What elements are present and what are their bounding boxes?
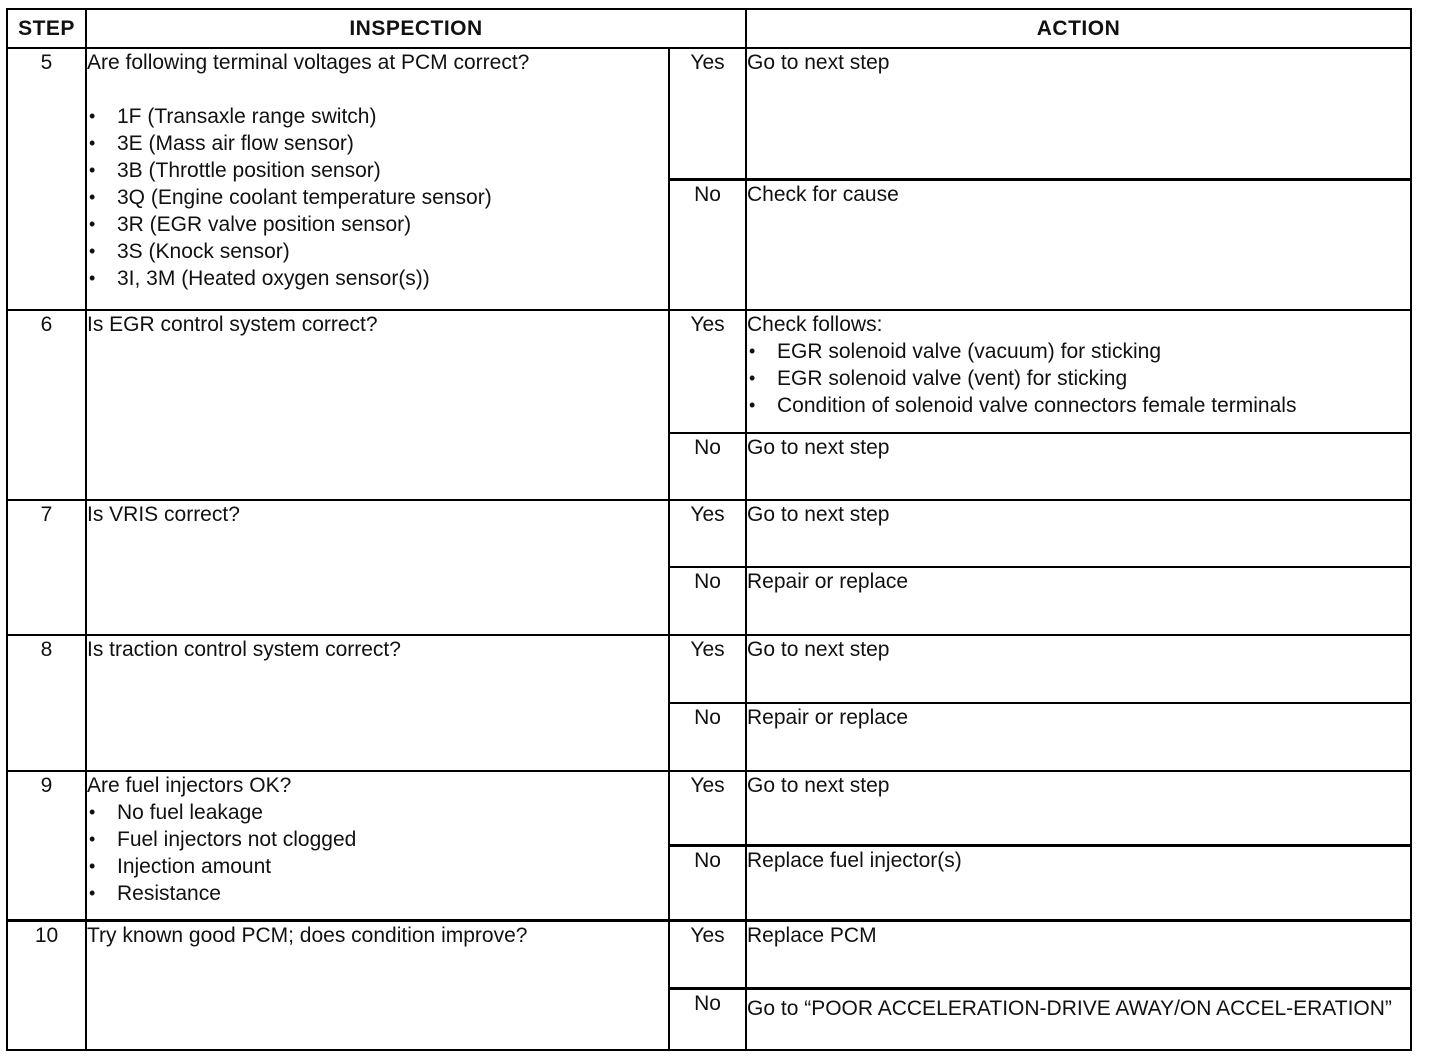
action-header: ACTION — [746, 9, 1411, 48]
step-7-yes-row — [7, 500, 1411, 567]
step-number: 9 — [7, 771, 86, 920]
inspection-question: Are fuel injectors OK? — [87, 774, 292, 797]
inspection-header: INSPECTION — [86, 9, 746, 48]
step-6-yes-row — [7, 310, 1411, 433]
yes-action: Go to next step — [746, 500, 1411, 567]
inspection-question: Are following terminal voltages at PCM correct? — [87, 51, 530, 74]
yes-label: Yes — [669, 48, 746, 179]
step-number: 5 — [7, 48, 86, 310]
list-item: • Injection amount — [87, 853, 668, 880]
list-item: • 3R (EGR valve position sensor) — [87, 211, 668, 238]
step-header: STEP — [7, 9, 86, 48]
inspection-cell — [86, 771, 669, 920]
no-label: No — [669, 179, 746, 310]
list-item: • Resistance — [87, 880, 668, 907]
step-10-yes-row — [7, 920, 1411, 988]
no-label: No — [669, 703, 746, 771]
no-action: Replace fuel injector(s) — [746, 845, 1411, 920]
yes-label: Yes — [669, 500, 746, 567]
inspection-question: Try known good PCM; does condition improve? — [86, 920, 669, 1050]
step-number: 8 — [7, 635, 86, 771]
list-item: • No fuel leakage — [87, 799, 668, 826]
list-item: • EGR solenoid valve (vacuum) for sticking — [747, 338, 1410, 365]
no-action: Go to “POOR ACCELERATION-DRIVE AWAY/ON ACCEL-ERATION” — [746, 988, 1411, 1050]
action-list — [747, 338, 1410, 419]
yes-label: Yes — [669, 920, 746, 988]
list-item: • 3Q (Engine coolant temperature sensor) — [87, 184, 668, 211]
yes-action: Check follows: — [747, 313, 883, 336]
step-number: 6 — [7, 310, 86, 500]
diagnostic-table — [6, 8, 1412, 1051]
no-label: No — [669, 433, 746, 500]
yes-label: Yes — [669, 771, 746, 845]
step-number: 10 — [7, 920, 86, 1050]
yes-action: Go to next step — [746, 771, 1411, 845]
list-item: • 1F (Transaxle range switch) — [87, 103, 668, 130]
no-label: No — [669, 988, 746, 1050]
yes-label: Yes — [669, 310, 746, 433]
step-number: 7 — [7, 500, 86, 635]
step-5-yes-row — [7, 48, 1411, 179]
yes-action: Go to next step — [746, 635, 1411, 703]
list-item: • Condition of solenoid valve connectors female terminals — [747, 392, 1410, 419]
yes-action: Go to next step — [746, 48, 1411, 179]
no-action: Repair or replace — [746, 703, 1411, 771]
step-9-yes-row — [7, 771, 1411, 845]
inspection-question: Is VRIS correct? — [86, 500, 669, 635]
no-label: No — [669, 845, 746, 920]
inspection-list — [87, 799, 668, 907]
inspection-list — [87, 103, 668, 292]
no-action: Repair or replace — [746, 567, 1411, 635]
list-item: • 3S (Knock sensor) — [87, 238, 668, 265]
list-item: • 3B (Throttle position sensor) — [87, 157, 668, 184]
yes-label: Yes — [669, 635, 746, 703]
yes-action: Replace PCM — [746, 920, 1411, 988]
list-item: • EGR solenoid valve (vent) for sticking — [747, 365, 1410, 392]
step-8-yes-row — [7, 635, 1411, 703]
no-label: No — [669, 567, 746, 635]
yes-action-cell — [746, 310, 1411, 433]
no-action: Go to next step — [746, 433, 1411, 500]
header-row — [7, 9, 1411, 48]
list-item: • 3I, 3M (Heated oxygen sensor(s)) — [87, 265, 668, 292]
list-item: • Fuel injectors not clogged — [87, 826, 668, 853]
list-item: • 3E (Mass air flow sensor) — [87, 130, 668, 157]
inspection-question: Is traction control system correct? — [86, 635, 669, 771]
inspection-question: Is EGR control system correct? — [86, 310, 669, 500]
no-action: Check for cause — [746, 179, 1411, 310]
inspection-cell — [86, 48, 669, 310]
